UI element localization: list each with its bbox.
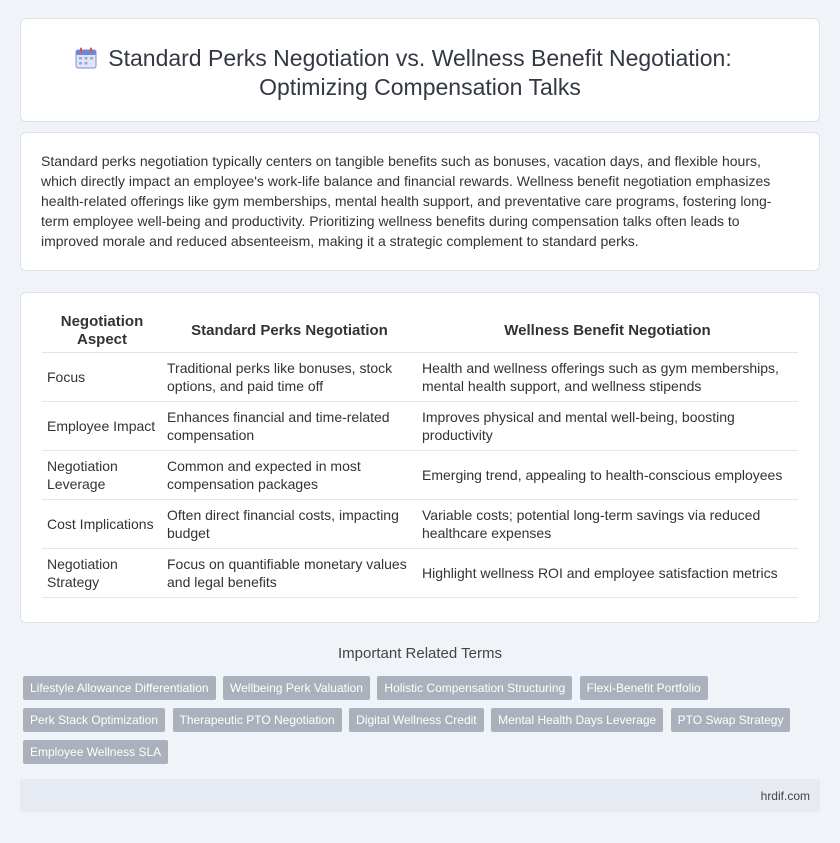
page-title (108, 44, 731, 102)
related-terms-title: Important Related Terms (338, 645, 502, 662)
table-row (42, 402, 798, 451)
related-term-tag[interactable]: Lifestyle Allowance Differentiation (23, 676, 216, 700)
comparison-table (42, 307, 798, 598)
summary-text: Standard perks negotiation typically centers on tangible benefits such as bonuses, vacation days, and flexible hours, which directly impact an employee's work-life balance and financial rewards. Wellness benefit negotiation emphasizes health-related offerings like gym memberships, mental health support, and preventative care programs, fostering long-term employee well-being and productivity. Prioritizing wellness benefits during compensation talks often leads to improved morale and reduced absenteeism, making it a strategic complement to standard perks. (41, 153, 772, 249)
title-row (21, 44, 819, 102)
row-standard: Focus on quantifiable monetary values and legal benefits (162, 549, 417, 598)
row-standard: Traditional perks like bonuses, stock options, and paid time off (162, 353, 417, 402)
row-aspect: Employee Impact (42, 402, 162, 451)
row-aspect: Cost Implications (42, 500, 162, 549)
related-term-tag[interactable]: Employee Wellness SLA (23, 740, 168, 764)
table-header-row (42, 307, 798, 353)
related-term-tag[interactable]: Wellbeing Perk Valuation (223, 676, 370, 700)
row-wellness: Variable costs; potential long-term savings via reduced healthcare expenses (417, 500, 798, 549)
related-terms-list (23, 676, 813, 772)
related-term-tag[interactable]: Digital Wellness Credit (349, 708, 484, 732)
row-standard: Enhances financial and time-related compensation (162, 402, 417, 451)
header-standard: Standard Perks Negotiation (191, 322, 388, 339)
summary-card (20, 132, 820, 271)
footer-site-link[interactable]: hrdif.com (760, 789, 810, 803)
row-wellness: Emerging trend, appealing to health-conscious employees (417, 451, 798, 500)
related-term-tag[interactable]: PTO Swap Strategy (671, 708, 791, 732)
row-wellness: Highlight wellness ROI and employee satisfaction metrics (417, 549, 798, 598)
related-term-tag[interactable]: Therapeutic PTO Negotiation (173, 708, 342, 732)
related-term-tag[interactable]: Mental Health Days Leverage (491, 708, 663, 732)
title-line-1: Standard Perks Negotiation vs. Wellness Benefit Negotiation: (108, 45, 732, 71)
row-standard: Often direct financial costs, impacting budget (162, 500, 417, 549)
related-term-tag[interactable]: Perk Stack Optimization (23, 708, 165, 732)
row-wellness: Improves physical and mental well-being, boosting productivity (417, 402, 798, 451)
header-card (20, 18, 820, 122)
table-row (42, 451, 798, 500)
related-term-tag[interactable]: Holistic Compensation Structuring (377, 676, 572, 700)
row-aspect: Negotiation Strategy (42, 549, 162, 598)
header-aspect: Negotiation Aspect (60, 313, 144, 348)
row-aspect: Focus (42, 353, 162, 402)
table-row (42, 500, 798, 549)
related-term-tag[interactable]: Flexi-Benefit Portfolio (580, 676, 708, 700)
row-aspect: Negotiation Leverage (42, 451, 162, 500)
header-wellness: Wellness Benefit Negotiation (504, 322, 711, 339)
footer (20, 779, 820, 812)
title-line-2: Optimizing Compensation Talks (259, 74, 581, 100)
table-row (42, 353, 798, 402)
comparison-table-card (20, 292, 820, 623)
row-wellness: Health and wellness offerings such as gym memberships, mental health support, and wellness stipends (417, 353, 798, 402)
calendar-icon (74, 46, 98, 70)
row-standard: Common and expected in most compensation packages (162, 451, 417, 500)
table-row (42, 549, 798, 598)
